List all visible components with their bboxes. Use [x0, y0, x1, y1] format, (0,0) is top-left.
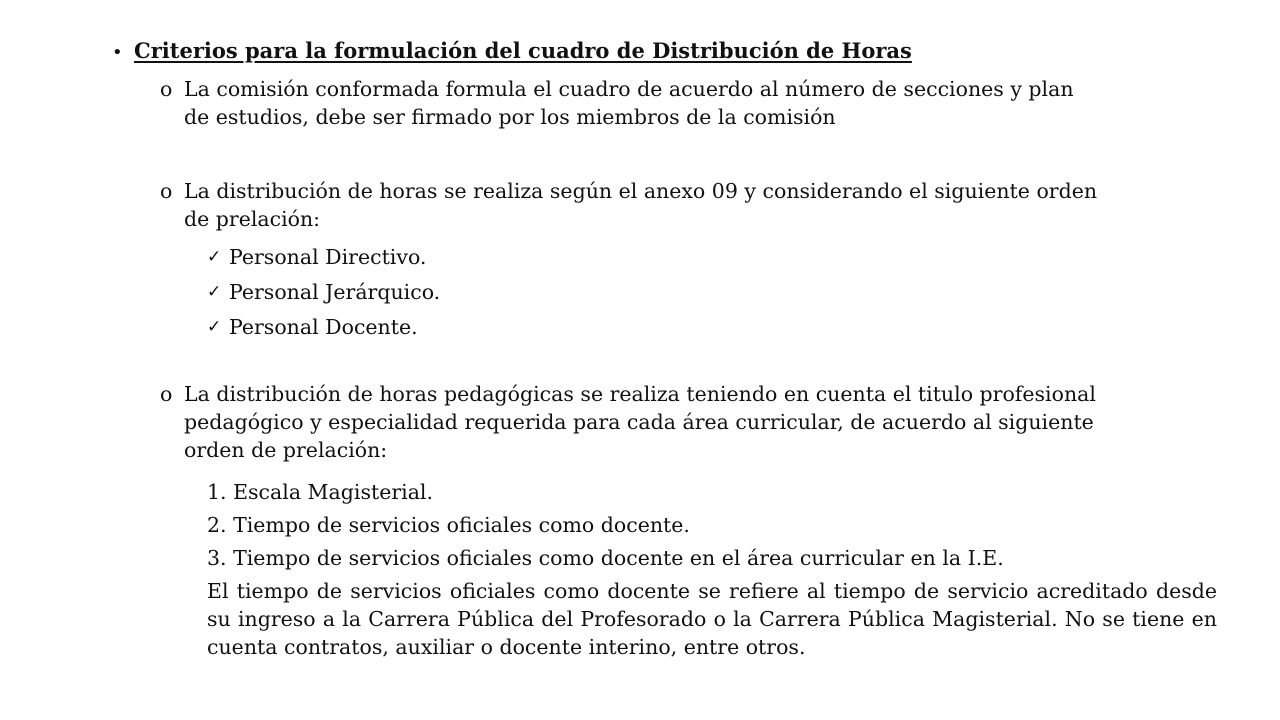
checkmark-icon: ✓	[207, 282, 222, 302]
numbered-item: 3. Tiempo de servicios oficiales como docente en el área curricular en la I.E.	[207, 546, 1004, 570]
text-line: orden de prelación:	[184, 438, 388, 462]
circle-bullet-icon: o	[160, 179, 173, 203]
page-title: Criterios para la formulación del cuadro de Distribución de Horas	[134, 38, 912, 63]
text-line: de estudios, debe ser firmado por los miembros de la comisión	[184, 105, 836, 129]
heading-row	[112, 38, 912, 63]
text-line: La distribución de horas pedagógicas se realiza teniendo en cuenta el titulo profesional	[184, 382, 1096, 406]
checklist-item	[207, 278, 440, 306]
bullet-icon: •	[112, 42, 123, 63]
text-line: de prelación:	[184, 207, 321, 231]
checklist-item	[207, 313, 418, 341]
checklist-item-label: Personal Jerárquico.	[229, 280, 441, 304]
list-item-text	[184, 380, 1244, 464]
list-item-pedagogicas	[160, 380, 1244, 464]
checklist-item-label: Personal Directivo.	[229, 245, 427, 269]
numbered-item: 2. Tiempo de servicios oficiales como docente.	[207, 513, 690, 537]
list-item-distribucion	[160, 177, 1244, 233]
checklist-item-label: Personal Docente.	[229, 315, 418, 339]
checkmark-icon: ✓	[207, 317, 222, 337]
list-item-text	[184, 75, 1244, 131]
text-line: La distribución de horas se realiza según el anexo 09 y considerando el siguiente orden	[184, 179, 1098, 203]
checklist-item	[207, 243, 426, 271]
circle-bullet-icon: o	[160, 77, 173, 101]
numbered-item: 1. Escala Magisterial.	[207, 480, 433, 504]
circle-bullet-icon: o	[160, 382, 173, 406]
text-line: La comisión conformada formula el cuadro de acuerdo al número de secciones y plan	[184, 77, 1074, 101]
checkmark-icon: ✓	[207, 247, 222, 267]
explanation-paragraph: El tiempo de servicios oficiales como docente se refiere al tiempo de servicio acreditado desde su ingreso a la Carrera Pública del Profesorado o la Carrera Pública Magisterial. No se tiene en cuenta contratos, auxiliar o docente interino, entre otros.	[207, 579, 1217, 659]
list-item-text	[184, 177, 1244, 233]
list-item-comision	[160, 75, 1244, 131]
text-line: pedagógico y especialidad requerida para cada área curricular, de acuerdo al siguiente	[184, 410, 1094, 434]
